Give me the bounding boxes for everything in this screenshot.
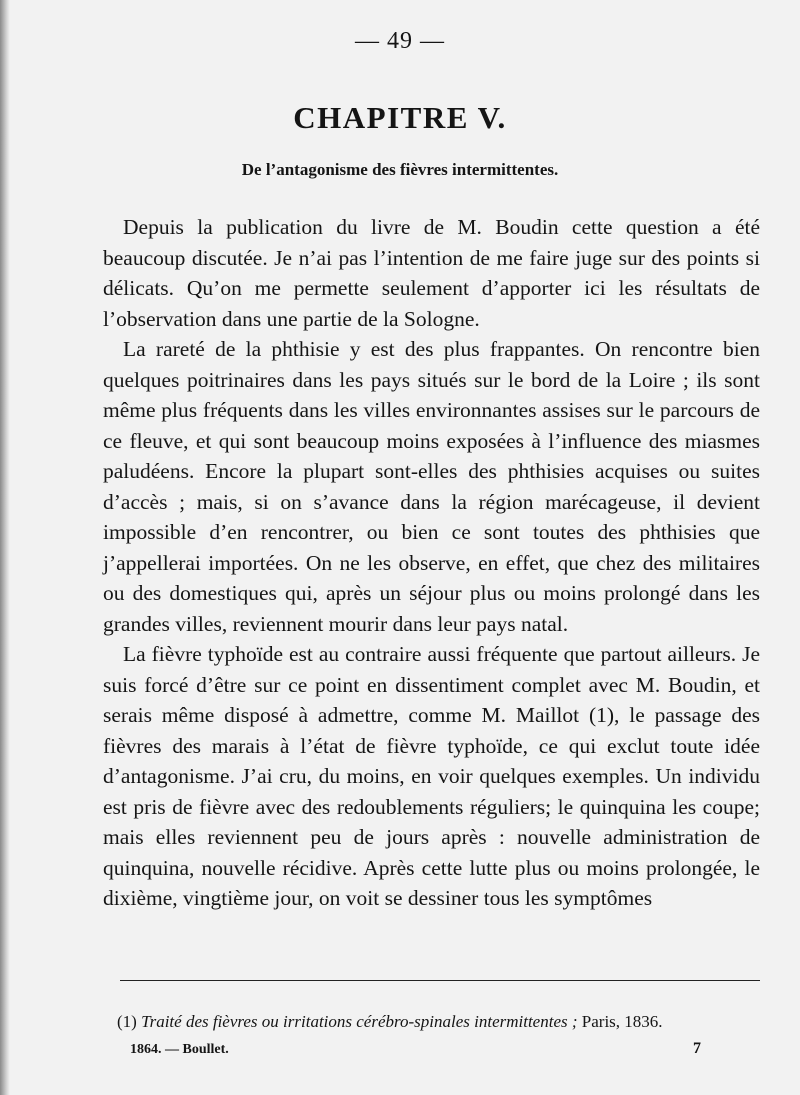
footnote-title: Traité des fièvres ou irritations cérébro-spinales intermittentes ;	[141, 1012, 578, 1031]
sheet-number: 7	[693, 1040, 701, 1057]
chapter-title: CHAPITRE V.	[293, 100, 507, 135]
section-title: De l’antagonisme des fièvres intermittentes.	[241, 160, 559, 179]
body-text	[103, 212, 760, 914]
paragraph: La fièvre typhoïde est au contraire aussi fréquente que partout ailleurs. Je suis forcé d’être sur ce point en dissentiment complet avec M. Boudin, et serais même disposé à admettre, comme M. Maillot (1), le passage des fièvres des marais à l’état de fièvre typhoïde, ce qui exclut toute idée d’antagonisme. J’ai cru, du moins, en voir quelques exemples. Un individu est pris de fièvre avec des redoublements réguliers; le quinquina les coupe; mais elles reviennent peu de jours après : nouvelle administration de quinquina, nouvelle récidive. Après cette lutte plus ou moins prolongée, le dixième, vingtième jour, on voit se dessiner tous les symptômes	[103, 642, 760, 910]
paragraph: Depuis la publication du livre de M. Boudin cette question a été beaucoup discutée. Je n’ai pas l’intention de me faire juge sur des points si délicats. Qu’on me permette seulement d’apporter ici les résultats de l’observation dans une partie de la Sologne.	[103, 215, 760, 331]
paragraph: La rareté de la phthisie y est des plus frappantes. On rencontre bien quelques poitrinaires dans les pays situés sur le bord de la Loire ; ils sont même plus fréquents dans les villes environnantes assises sur le parcours de ce fleuve, et qui sont beaucoup moins exposées à l’influence des miasmes paludéens. Encore la plupart sont-elles des phthisies acquises ou suites d’accès ; mais, si on s’avance dans la région marécageuse, il devient impossible d’en rencontrer, ou bien ce sont toutes des phthisies que j’appellerai importées. On ne les observe, en effet, que chez des militaires ou des domestiques qui, après un séjour plus ou moins prolongé dans les grandes villes, reviennent mourir dans leur pays natal.	[103, 337, 760, 636]
footnote	[117, 1012, 762, 1032]
footnote-divider	[120, 980, 760, 981]
page-number: — 49 —	[355, 28, 445, 54]
printer-signature: 1864. — Boullet.	[130, 1042, 229, 1057]
footnote-marker: (1)	[117, 1012, 137, 1031]
footnote-place-date: Paris, 1836.	[581, 1012, 663, 1031]
